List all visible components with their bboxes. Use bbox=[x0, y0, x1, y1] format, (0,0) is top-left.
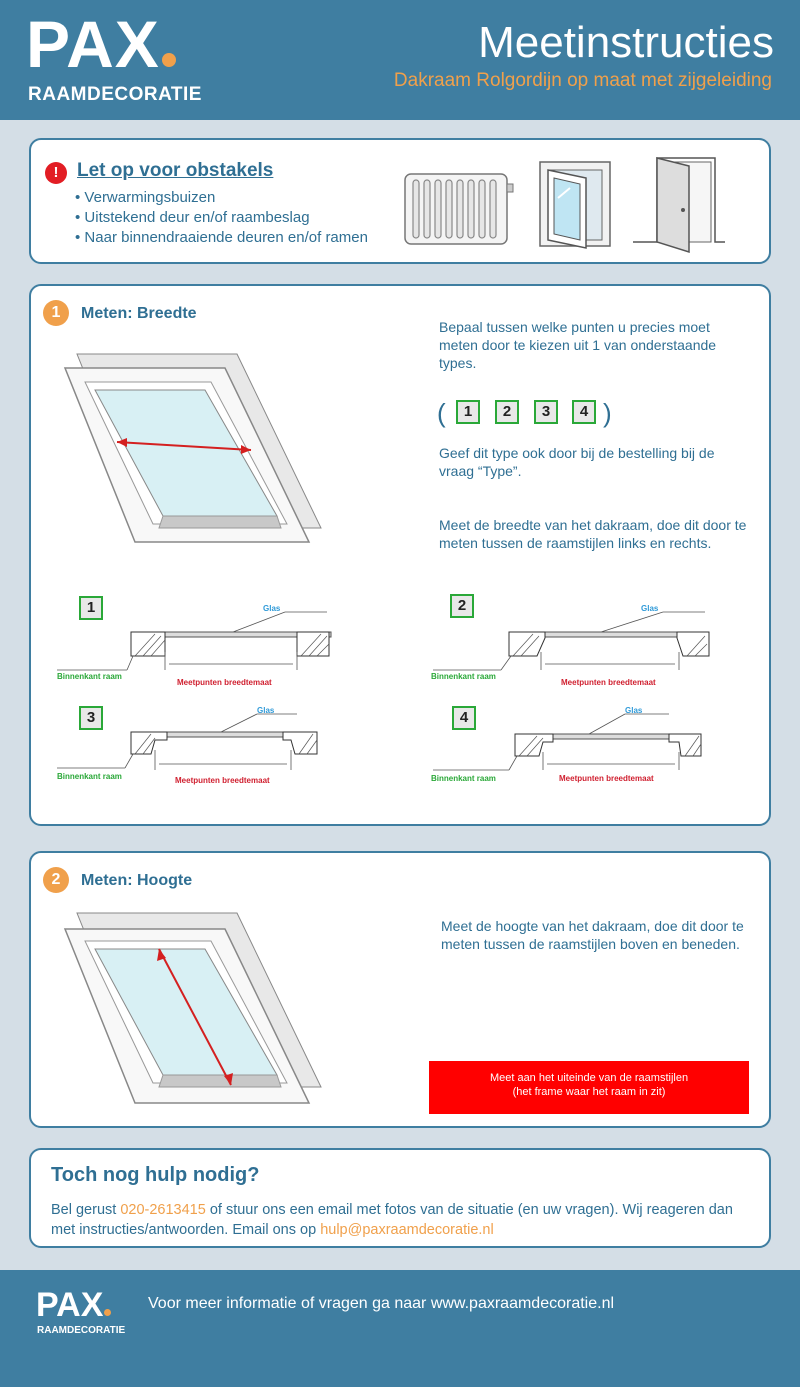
step2-title: Meten: Hoogte bbox=[81, 872, 193, 889]
radiator-icon bbox=[403, 170, 518, 248]
diagram-4-meet-label: Meetpunten breedtemaat bbox=[559, 774, 654, 783]
step2-number: 2 bbox=[43, 867, 69, 893]
page-title: Meetinstructies bbox=[478, 18, 774, 67]
help-card bbox=[29, 1148, 771, 1248]
door-icon bbox=[629, 154, 729, 254]
diagram-1-binnen-label: Binnenkant raam bbox=[57, 672, 122, 681]
diagram-2-glas-label: Glas bbox=[641, 604, 659, 613]
brand-subtitle: RAAMDECORATIE bbox=[28, 84, 202, 105]
brand-dot bbox=[162, 53, 176, 67]
obstacles-card bbox=[29, 138, 771, 264]
type-option-1[interactable]: 1 bbox=[456, 400, 480, 424]
page-subtitle: Dakraam Rolgordijn op maat met zijgeleiding bbox=[393, 70, 772, 91]
help-text bbox=[51, 1200, 761, 1240]
height-measure-note: Meet de hoogte van het dakraam, doe dit door te meten tussen de raamstijlen boven en beneden. bbox=[441, 918, 744, 952]
type-option-3[interactable]: 3 bbox=[534, 400, 558, 424]
diagram-type-2-badge: 2 bbox=[450, 594, 474, 618]
diagram-4-binnen-label: Binnenkant raam bbox=[431, 774, 496, 783]
type-option-2[interactable]: 2 bbox=[495, 400, 519, 424]
step1-title: Meten: Breedte bbox=[81, 305, 197, 322]
red-note-line1: Meet aan het uiteinde van de raamstijlen bbox=[489, 1072, 689, 1084]
footer-info-text[interactable]: Voor meer informatie of vragen ga naar www.paxraamdecoratie.nl bbox=[148, 1295, 615, 1312]
list-item: • Verwarmingsbuizen bbox=[75, 188, 368, 208]
diagram-3-meet-label: Meetpunten breedtemaat bbox=[175, 776, 270, 785]
type-note: Geef dit type ook door bij de bestelling bij de vraag “Type”. bbox=[439, 445, 715, 479]
type-option-4[interactable]: 4 bbox=[572, 400, 596, 424]
footer-logo[interactable] bbox=[36, 1286, 111, 1325]
help-text-a: Bel gerust bbox=[51, 1202, 121, 1218]
obstacles-list bbox=[75, 188, 368, 248]
list-item: • Uitstekend deur en/of raambeslag bbox=[75, 208, 368, 228]
brand-name: PAX bbox=[26, 7, 160, 81]
footer-brand-name: PAX bbox=[36, 1286, 104, 1324]
header bbox=[0, 0, 800, 120]
step1-card bbox=[29, 284, 771, 826]
width-measure-note: Meet de breedte van het dakraam, doe dit door te meten tussen de raamstijlen links en rechts. bbox=[439, 517, 747, 551]
red-note-line2: (het frame waar het raam in zit) bbox=[512, 1086, 666, 1098]
phone-link[interactable]: 020-2613415 bbox=[120, 1202, 206, 1218]
diagram-2-binnen-label: Binnenkant raam bbox=[431, 672, 496, 681]
diagram-type-3-badge: 3 bbox=[79, 706, 103, 730]
type-paren-open: ( bbox=[437, 398, 446, 428]
window-icon bbox=[536, 158, 616, 250]
email-link[interactable]: hulp@paxraamdecoratie.nl bbox=[320, 1222, 494, 1238]
step1-intro: Bepaal tussen welke punten u precies moet meten door te kiezen uit 1 van onderstaande types. bbox=[439, 319, 717, 371]
roof-window-height-illustration bbox=[51, 909, 331, 1119]
footer bbox=[0, 1270, 800, 1387]
diagram-1-meet-label: Meetpunten breedtemaat bbox=[177, 678, 272, 687]
obstacles-title: Let op voor obstakels bbox=[77, 160, 274, 181]
diagram-3-binnen-label: Binnenkant raam bbox=[57, 772, 122, 781]
footer-brand-dot bbox=[104, 1309, 111, 1316]
type-paren-close: ) bbox=[603, 398, 612, 428]
red-note-box bbox=[429, 1061, 749, 1114]
diagram-type-1-badge: 1 bbox=[79, 596, 103, 620]
diagram-1-glas-label: Glas bbox=[263, 604, 281, 613]
footer-brand-subtitle: RAAMDECORATIE bbox=[37, 1325, 126, 1336]
help-title: Toch nog hulp nodig? bbox=[51, 1164, 260, 1186]
diagram-4-glas-label: Glas bbox=[625, 706, 643, 715]
diagram-type-4-badge: 4 bbox=[452, 706, 476, 730]
brand-logo[interactable] bbox=[26, 6, 176, 82]
step2-card bbox=[29, 851, 771, 1128]
list-item: • Naar binnendraaiende deuren en/of ramen bbox=[75, 228, 368, 248]
diagram-3-glas-label: Glas bbox=[257, 706, 275, 715]
warning-icon: ! bbox=[45, 162, 67, 184]
diagram-2-meet-label: Meetpunten breedtemaat bbox=[561, 678, 656, 687]
roof-window-width-illustration bbox=[51, 346, 331, 556]
step1-number: 1 bbox=[43, 300, 69, 326]
help-text-b: of stuur ons een email met fotos van de situatie (en uw vragen). Wij reageren dan met instructies/antwoorden. Email ons op bbox=[51, 1202, 733, 1238]
